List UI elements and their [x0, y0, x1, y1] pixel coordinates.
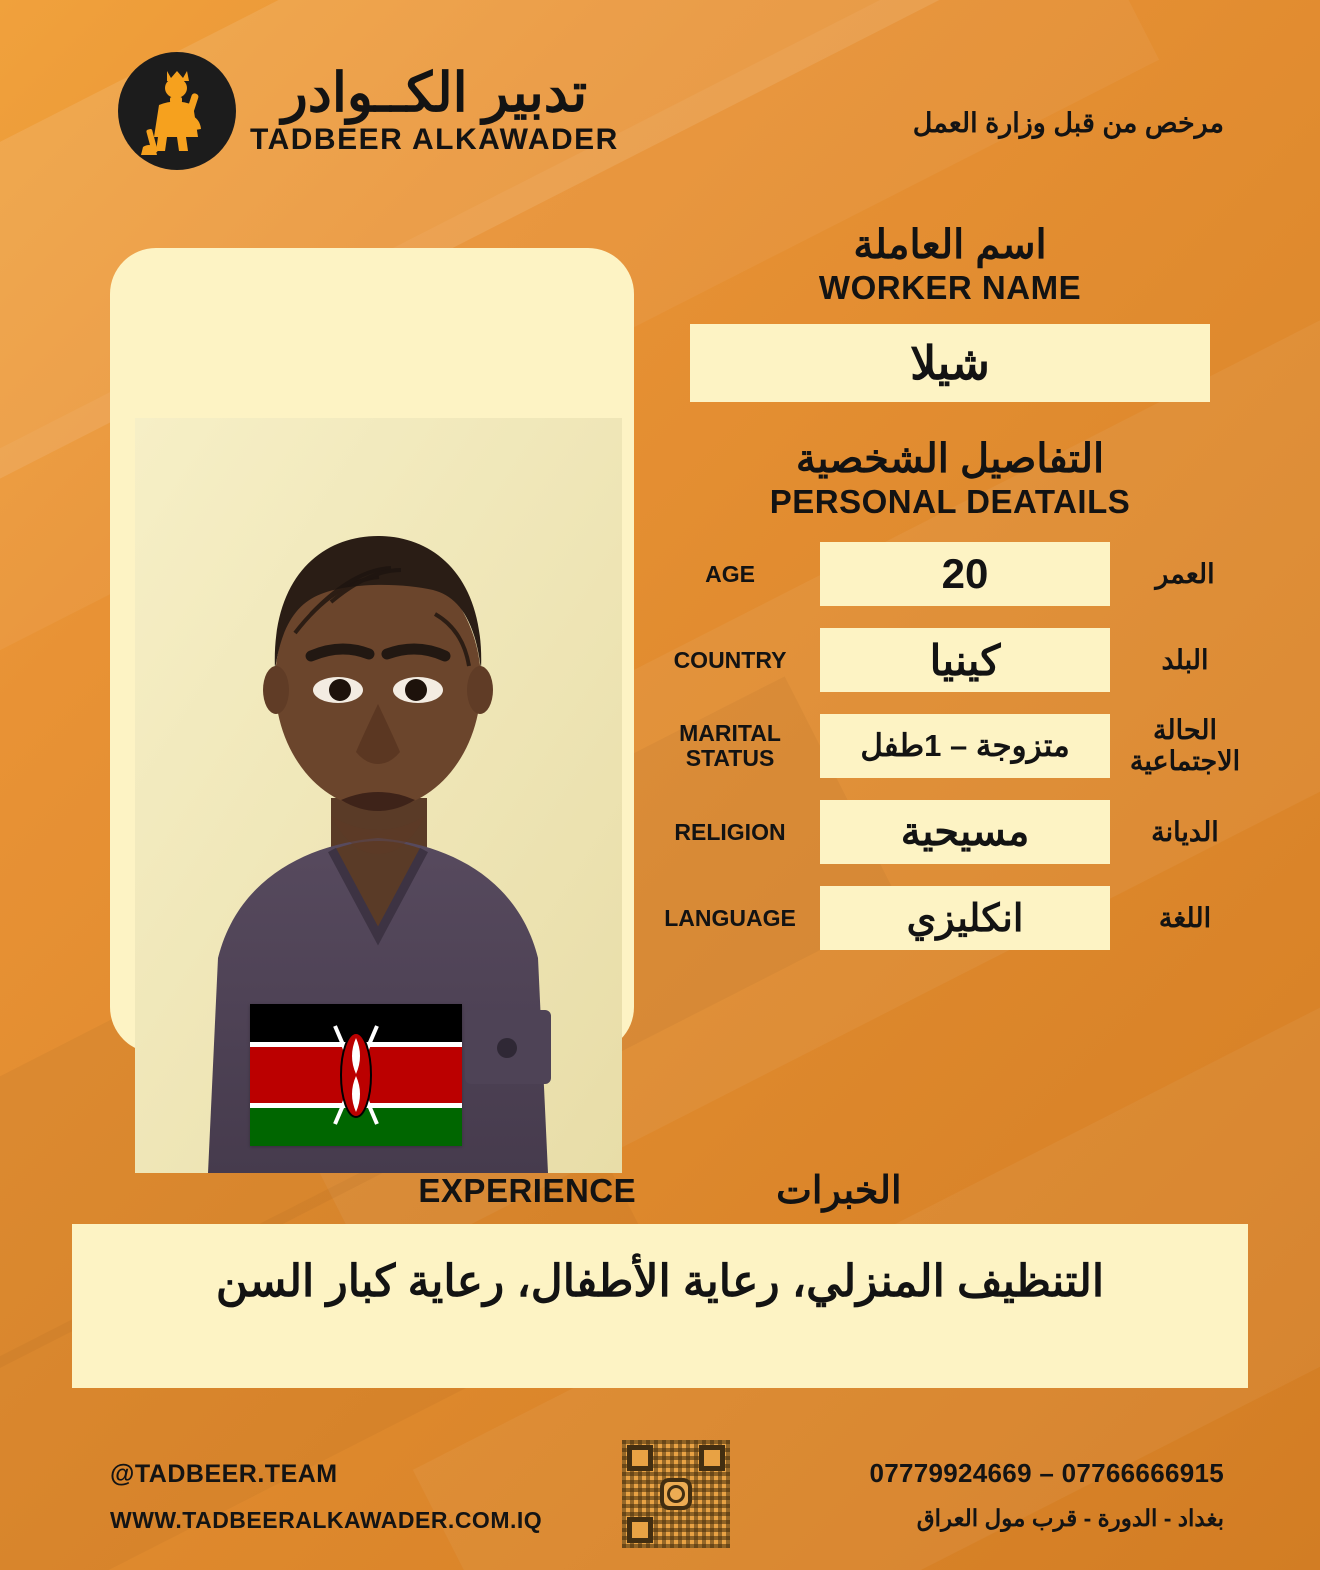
address: بغداد - الدورة - قرب مول العراق: [916, 1505, 1224, 1531]
personal-details-label-en: PERSONAL DEATAILS: [769, 482, 1131, 520]
footer: [0, 1440, 1320, 1570]
table-row: [650, 537, 1250, 611]
row-label-en: LANGUAGE: [664, 904, 796, 931]
row-label-en: COUNTRY: [673, 646, 787, 673]
header: [0, 0, 1320, 210]
worker-name-heading: [650, 222, 1250, 308]
photo-card: [110, 248, 634, 1053]
license-note: مرخص من قبل وزارة العمل: [912, 108, 1224, 138]
instagram-qr-code[interactable]: [622, 1440, 730, 1548]
brand-name-arabic: تدبير الكــوادر: [281, 62, 588, 123]
social-handle[interactable]: @TADBEER.TEAM: [110, 1460, 338, 1488]
row-label-en: AGE: [705, 560, 755, 587]
experience-text: التنظيف المنزلي، رعاية الأطفال، رعاية كبار السن: [215, 1257, 1105, 1306]
table-row: [650, 881, 1250, 955]
experience-box: [72, 1224, 1248, 1388]
row-label-ar: البلد: [1161, 644, 1209, 675]
row-value: مسيحية: [820, 800, 1110, 864]
country-flag-kenya: [250, 1004, 462, 1146]
row-label-ar: اللغة: [1158, 902, 1212, 933]
maid-badge-icon: [118, 52, 236, 170]
instagram-icon: [660, 1478, 692, 1510]
row-label-ar: الديانة: [1151, 816, 1219, 847]
brand-logo: [118, 52, 619, 170]
worker-name-label-en: WORKER NAME: [818, 269, 1082, 306]
personal-details-table: [650, 537, 1250, 955]
footer-contact-right: [869, 1458, 1224, 1532]
footer-contact-left: [110, 1460, 542, 1534]
table-row: [650, 623, 1250, 697]
row-label-en: RELIGION: [674, 818, 786, 845]
website-url[interactable]: WWW.TADBEERALKAWADER.COM.IQ: [110, 1507, 543, 1533]
row-label-ar: الحالة الاجتماعية: [1129, 715, 1241, 777]
details-column: [650, 222, 1250, 967]
phone-numbers: 07779924669 – 07766666915: [869, 1458, 1224, 1488]
brand-name-english: TADBEER ALKAWADER: [250, 123, 619, 157]
table-row: [650, 709, 1250, 783]
experience-label-en: EXPERIENCE: [418, 1171, 637, 1209]
row-value: انكليزي: [820, 886, 1110, 950]
worker-name-value: شيلا: [690, 324, 1210, 402]
row-label-ar: العمر: [1155, 558, 1215, 589]
row-value: 20: [820, 542, 1110, 606]
row-value: متزوجة – 1طفل: [820, 714, 1110, 778]
row-label-en: MARITAL STATUS: [679, 719, 781, 772]
row-value: كينيا: [820, 628, 1110, 692]
personal-details-label-ar: التفاصيل الشخصية: [795, 436, 1105, 481]
experience-label-ar: الخبرات: [776, 1170, 902, 1212]
worker-name-label-ar: اسم العاملة: [853, 223, 1047, 267]
table-row: [650, 795, 1250, 869]
experience-heading: [0, 1168, 1320, 1213]
kenya-shield-icon: [321, 1020, 391, 1130]
personal-details-heading: [650, 436, 1250, 522]
